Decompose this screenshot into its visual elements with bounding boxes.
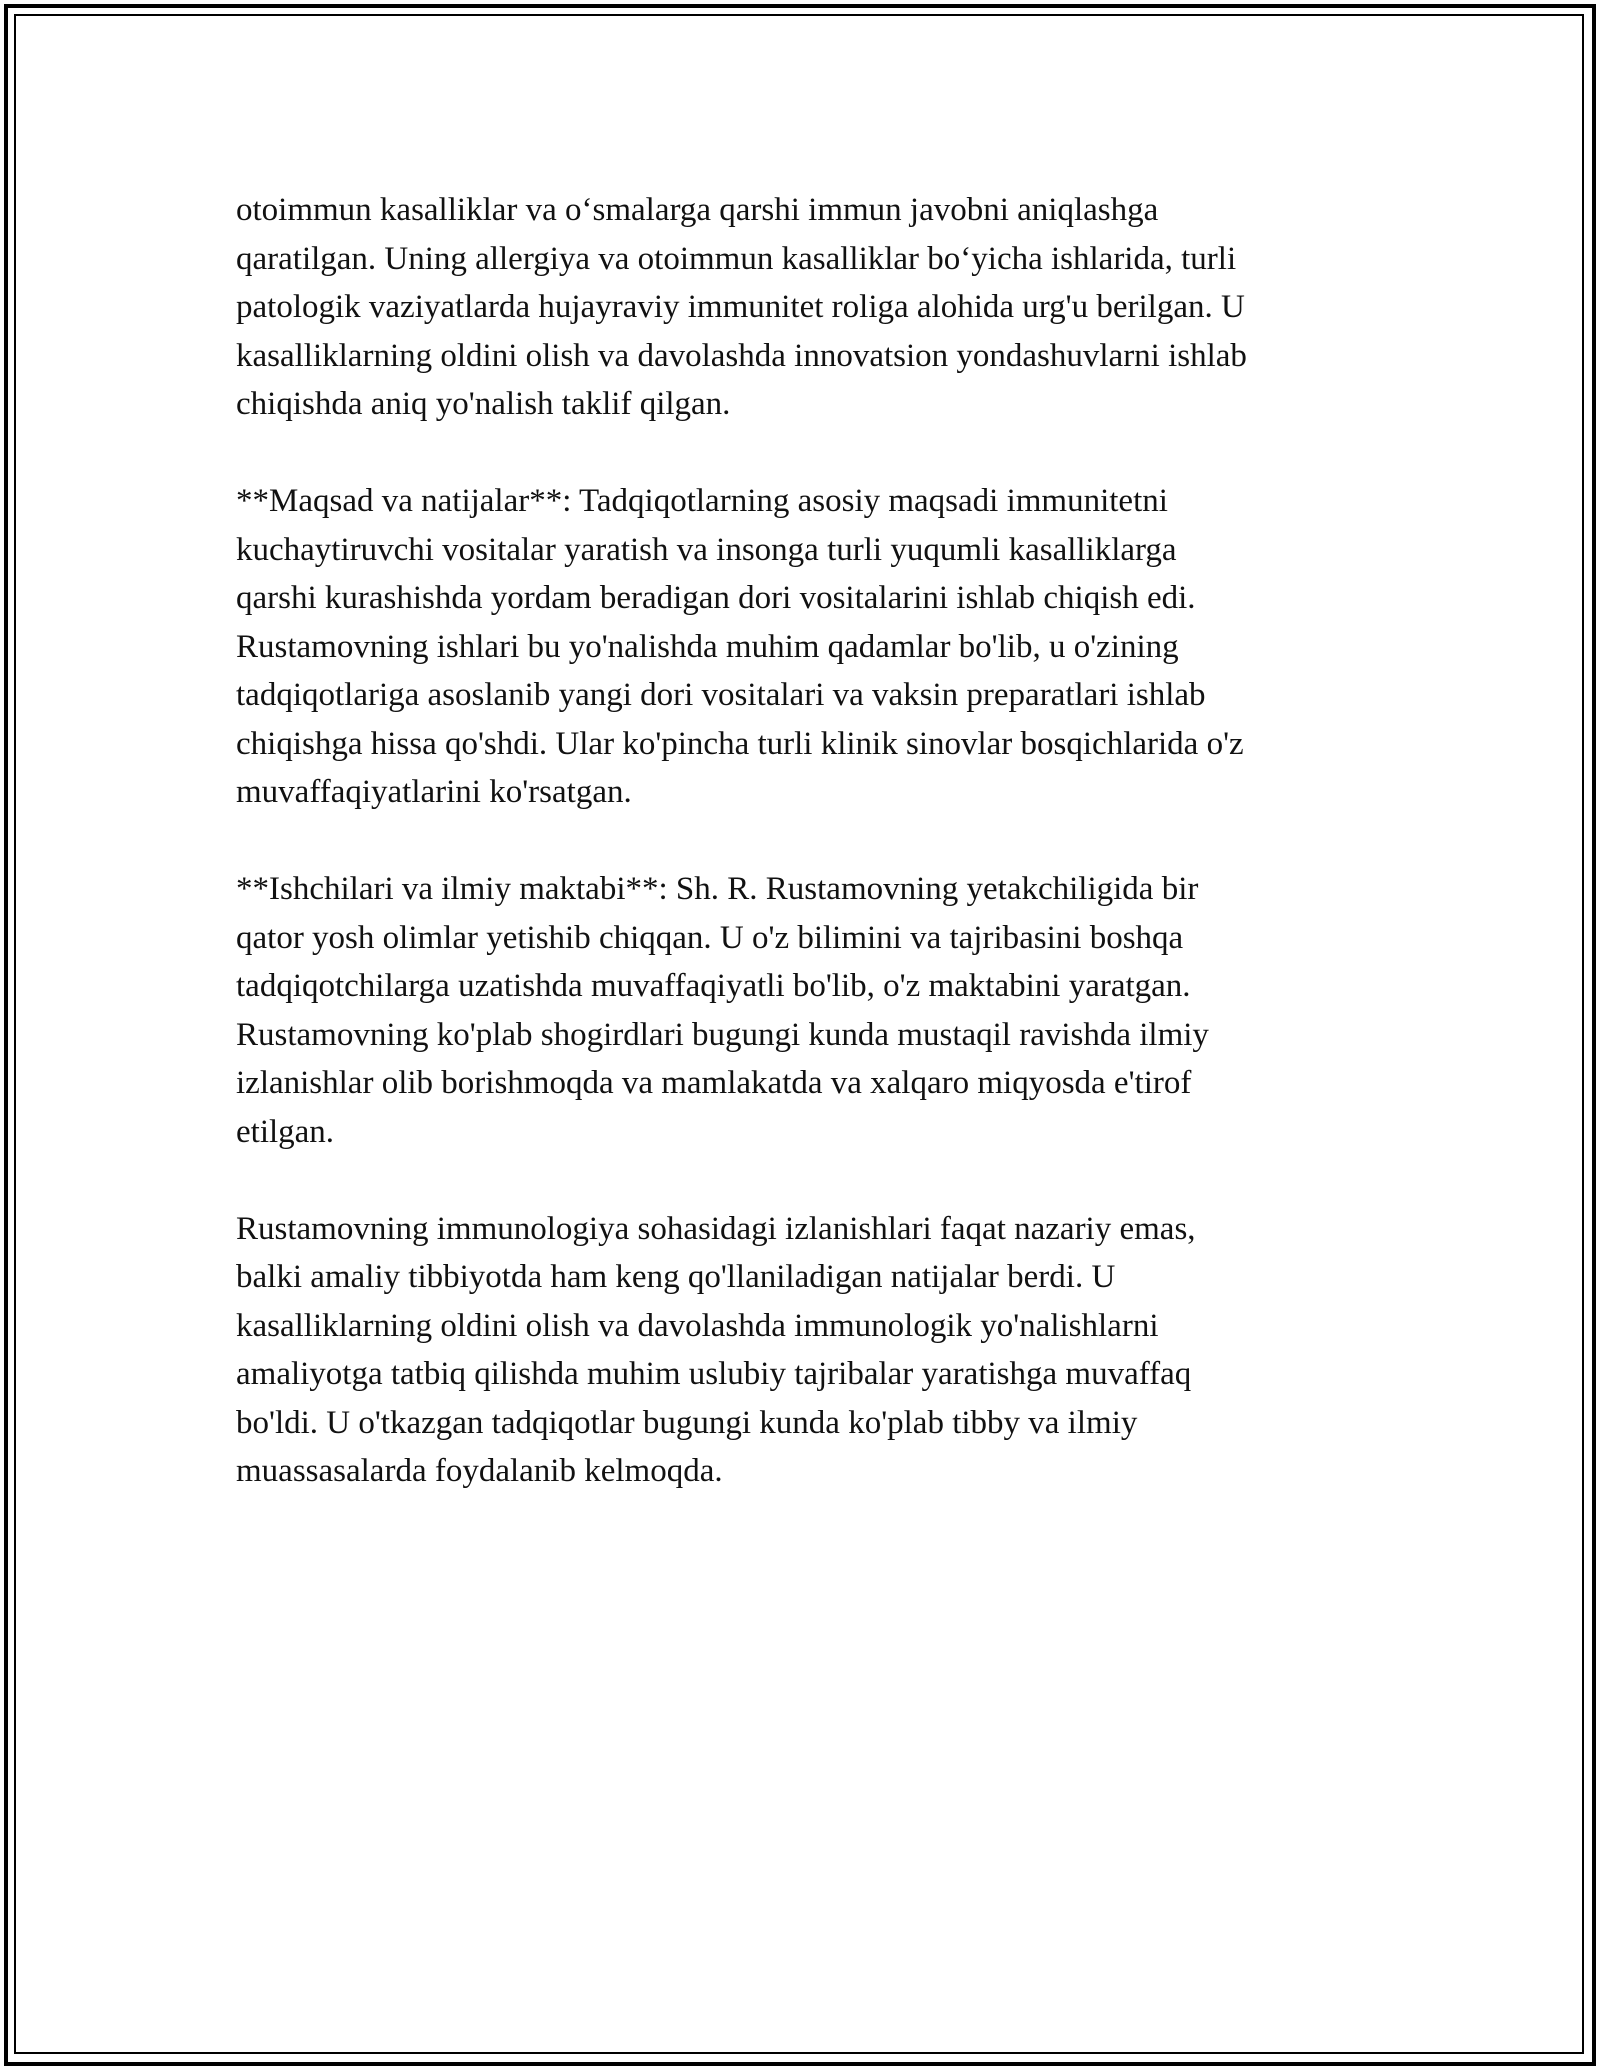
paragraph-intro	[236, 186, 1366, 429]
paragraph-practice	[236, 1205, 1366, 1496]
text-line: muvaffaqiyatlarini ko'rsatgan.	[236, 774, 632, 810]
text-line: patologik vaziyatlarda hujayraviy immunitet roliga alohida urg'u berilgan. U	[236, 289, 1245, 325]
text-line: tadqiqotchilarga uzatishda muvaffaqiyatli bo'lib, o'z maktabini yaratgan.	[236, 968, 1191, 1004]
text-line: muassasalarda foydalanib kelmoqda.	[236, 1453, 723, 1489]
text-line: qaratilgan. Uning allergiya va otoimmun kasalliklar bo‘yicha ishlarida, turli	[236, 240, 1237, 277]
text-line: qarshi kurashishda yordam beradigan dori vositalarini ishlab chiqish edi.	[236, 580, 1196, 616]
text-line: otoimmun kasalliklar va o‘smalarga qarshi immun javobni aniqlashga	[236, 192, 1159, 228]
paragraph-goals-results	[236, 477, 1366, 817]
text-line: Rustamovning ishlari bu yo'nalishda muhim qadamlar bo'lib, u o'zining	[236, 628, 1179, 665]
text-line: balki amaliy tibbiyotda ham keng qo'llaniladigan natijalar berdi. U	[236, 1259, 1116, 1295]
text-line: etilgan.	[236, 1113, 335, 1150]
text-line: kuchaytiruvchi vositalar yaratish va insonga turli yuqumli kasalliklarga	[236, 531, 1177, 568]
text-line: Rustamovning ko'plab shogirdlari bugungi kunda mustaqil ravishda ilmiy	[236, 1016, 1209, 1053]
paragraph-school	[236, 865, 1366, 1156]
text-line: **Ishchilari va ilmiy maktabi**: Sh. R. Rustamovning yetakchiligida bir	[236, 871, 1199, 907]
text-line: bo'ldi. U o'tkazgan tadqiqotlar bugungi kunda ko'plab tibby va ilmiy	[236, 1404, 1138, 1441]
text-line: kasalliklarning oldini olish va davolashda innovatsion yondashuvlarni ishlab	[236, 337, 1247, 374]
text-line: Rustamovning immunologiya sohasidagi izlanishlari faqat nazariy emas,	[236, 1210, 1196, 1247]
text-line: izlanishlar olib borishmoqda va mamlakatda va xalqaro miqyosda e'tirof	[236, 1065, 1192, 1101]
document-body	[236, 186, 1366, 1544]
text-line: amaliyotga tatbiq qilishda muhim uslubiy tajribalar yaratishga muvaffaq	[236, 1356, 1192, 1392]
text-line: tadqiqotlariga asoslanib yangi dori vositalari va vaksin preparatlari ishlab	[236, 677, 1206, 713]
text-line: kasalliklarning oldini olish va davolashda immunologik yo'nalishlarni	[236, 1307, 1159, 1344]
text-line: chiqishga hissa qo'shdi. Ular ko'pincha turli klinik sinovlar bosqichlarida o'z	[236, 725, 1244, 762]
text-line: **Maqsad va natijalar**: Tadqiqotlarning asosiy maqsadi immunitetni	[236, 483, 1168, 519]
text-line: qator yosh olimlar yetishib chiqqan. U o'z bilimini va tajribasini boshqa	[236, 919, 1184, 956]
text-line: chiqishda aniq yo'nalish taklif qilgan.	[236, 386, 731, 422]
